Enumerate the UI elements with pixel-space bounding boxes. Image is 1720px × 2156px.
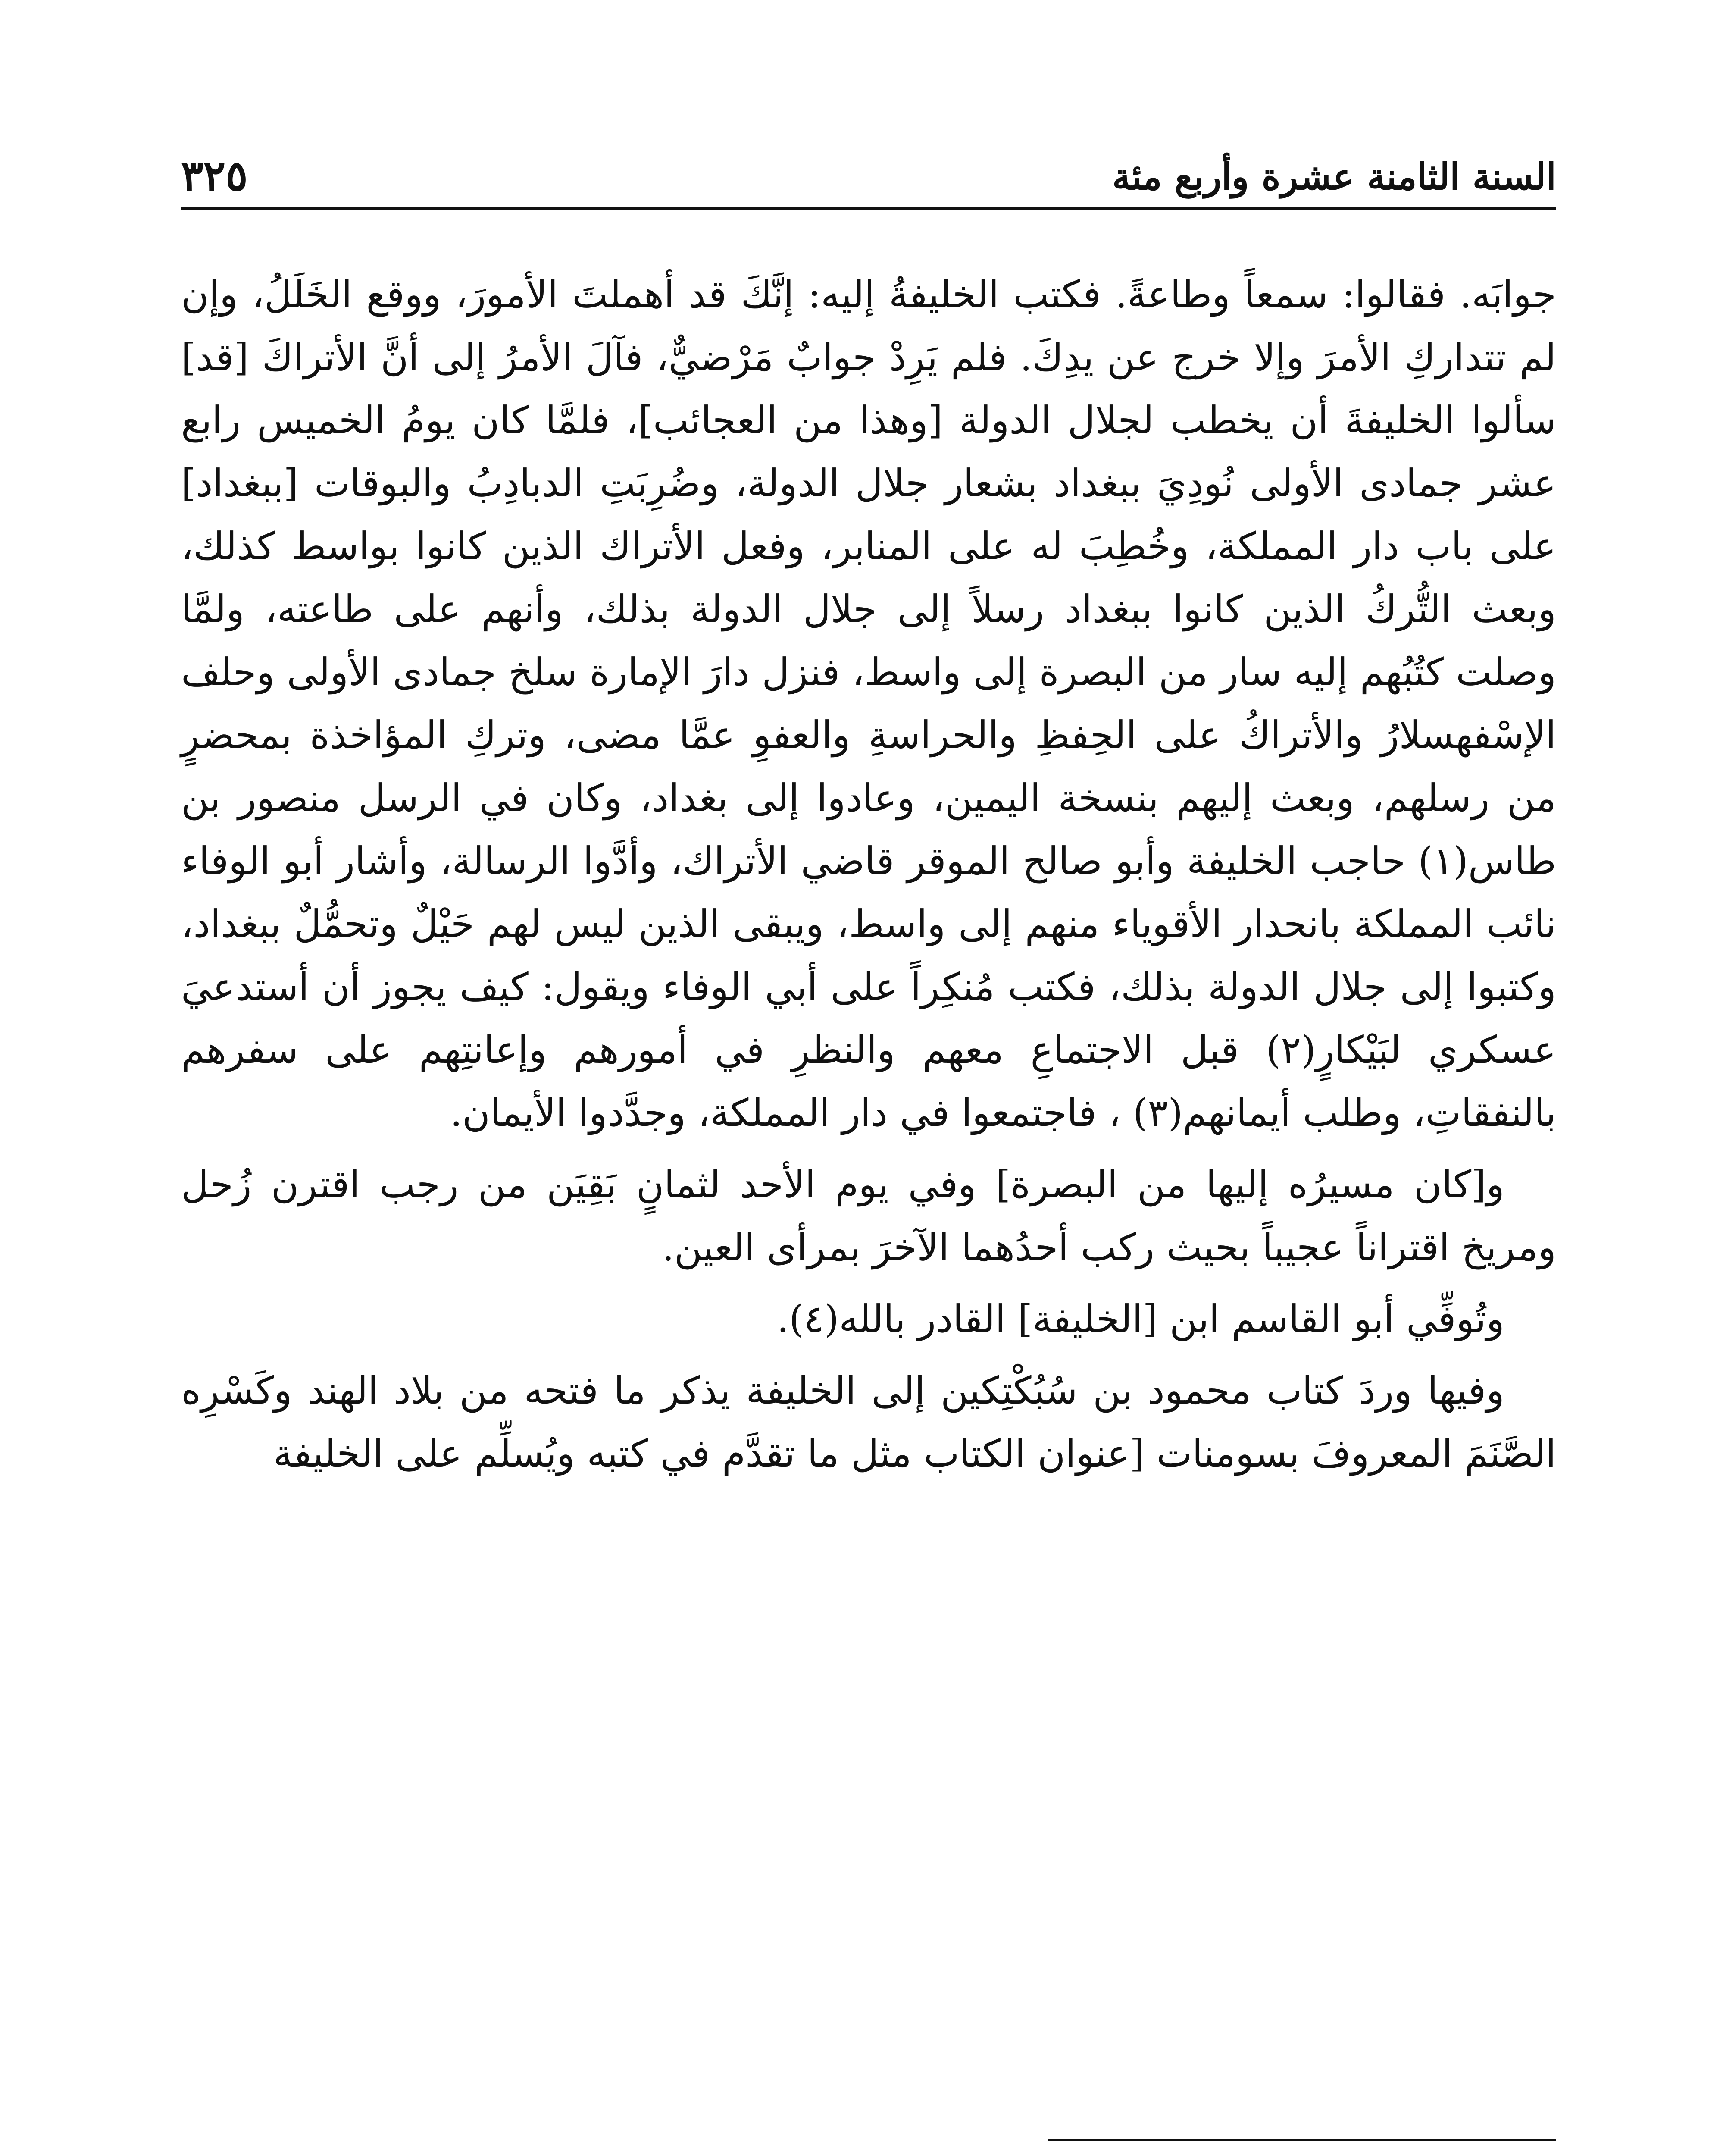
paragraph: وفيها وردَ كتاب محمود بن سُبُكْتِكين إلى الخليفة يذكر ما فتحه من بلاد الهند وكَسْرِه الصَّنَمَ المعروفَ بسومنات [عنوان الكتاب مثل ما تقدَّم في كتبه ويُسلِّم على الخليفة — [181, 1368, 1556, 1476]
paragraph: وتُوفِّي أبو القاسم ابن [الخليفة] القادر بالله(٤). — [777, 1297, 1504, 1341]
page-number: ٣٢٥ — [181, 151, 248, 200]
footnote-separator — [1048, 2139, 1556, 2141]
main-text — [181, 263, 1556, 1485]
paragraph: و[كان مسيرُه إليها من البصرة] وفي يوم الأحد لثمانٍ بَقِيَن من رجب اقترن زُحل ومريخ اقتراناً عجيباً بحيث ركب أحدُهما الآخرَ بمرأى العين. — [181, 1162, 1556, 1269]
paragraph-continued: جوابَه. فقالوا: سمعاً وطاعةً. فكتب الخليفةُ إليه: إنَّكَ قد أهملتَ الأمورَ، ووقع الخَلَلُ، وإن لم تتداركِ الأمرَ وإلا خرج عن يدِكَ. فلم يَرِدْ جوابٌ مَرْضيٌّ، فآلَ الأمرُ إلى أنَّ الأتراكَ [قد] سألوا الخليفةَ أن يخطب لجلال الدولة [وهذا من العجائب]، فلمَّا كان يومُ الخميس رابع عشر جمادى الأولى نُودِيَ ببغداد بشعار جلال الدولة، وضُرِبَتِ الدبادِبُ والبوقات [ببغداد] على باب دار المملكة، وخُطِبَ له على المنابر، وفعل الأتراك الذين كانوا بواسط كذلك، وبعث التُّركُ الذين كانوا ببغداد رسلاً إلى جلال الدولة بذلك، وأنهم على طاعته، ولمَّا وصلت كتُبُهم إليه سار من البصرة إلى واسط، فنزل دارَ الإمارة سلخ جمادى الأولى وحلف الإسْفهسلارُ والأتراكُ على الحِفظِ والحراسةِ والعفوِ عمَّا مضى، وتركِ المؤاخذة بمحضرٍ من رسلهم، وبعث إليهم بنسخة اليمين، وعادوا إلى بغداد، وكان في الرسل منصور بن طاس(١) حاجب الخليفة وأبو صالح الموقر قاضي الأتراك، وأدَّوا الرسالة، وأشار أبو الوفاء نائب المملكة بانحدار الأقوياء منهم إلى واسط، ويبقى الذين ليس لهم حَيْلٌ وتحمُّلٌ ببغداد، وكتبوا إلى جلال الدولة بذلك، فكتب مُنكِراً على أبي الوفاء ويقول: كيف يجوز أن أستدعيَ عسكري لبَيْكارٍ(٢) قبل الاجتماعِ معهم والنظرِ في أمورهم وإعانتِهم على سفرهم بالنفقاتِ، وطلب أيمانهم(٣) ، فاجتمعوا في دار المملكة، وجدَّدوا الأيمان. — [181, 272, 1557, 1135]
running-header — [181, 147, 1556, 210]
running-header-title: السنة الثامنة عشرة وأربع مئة — [1112, 155, 1556, 198]
